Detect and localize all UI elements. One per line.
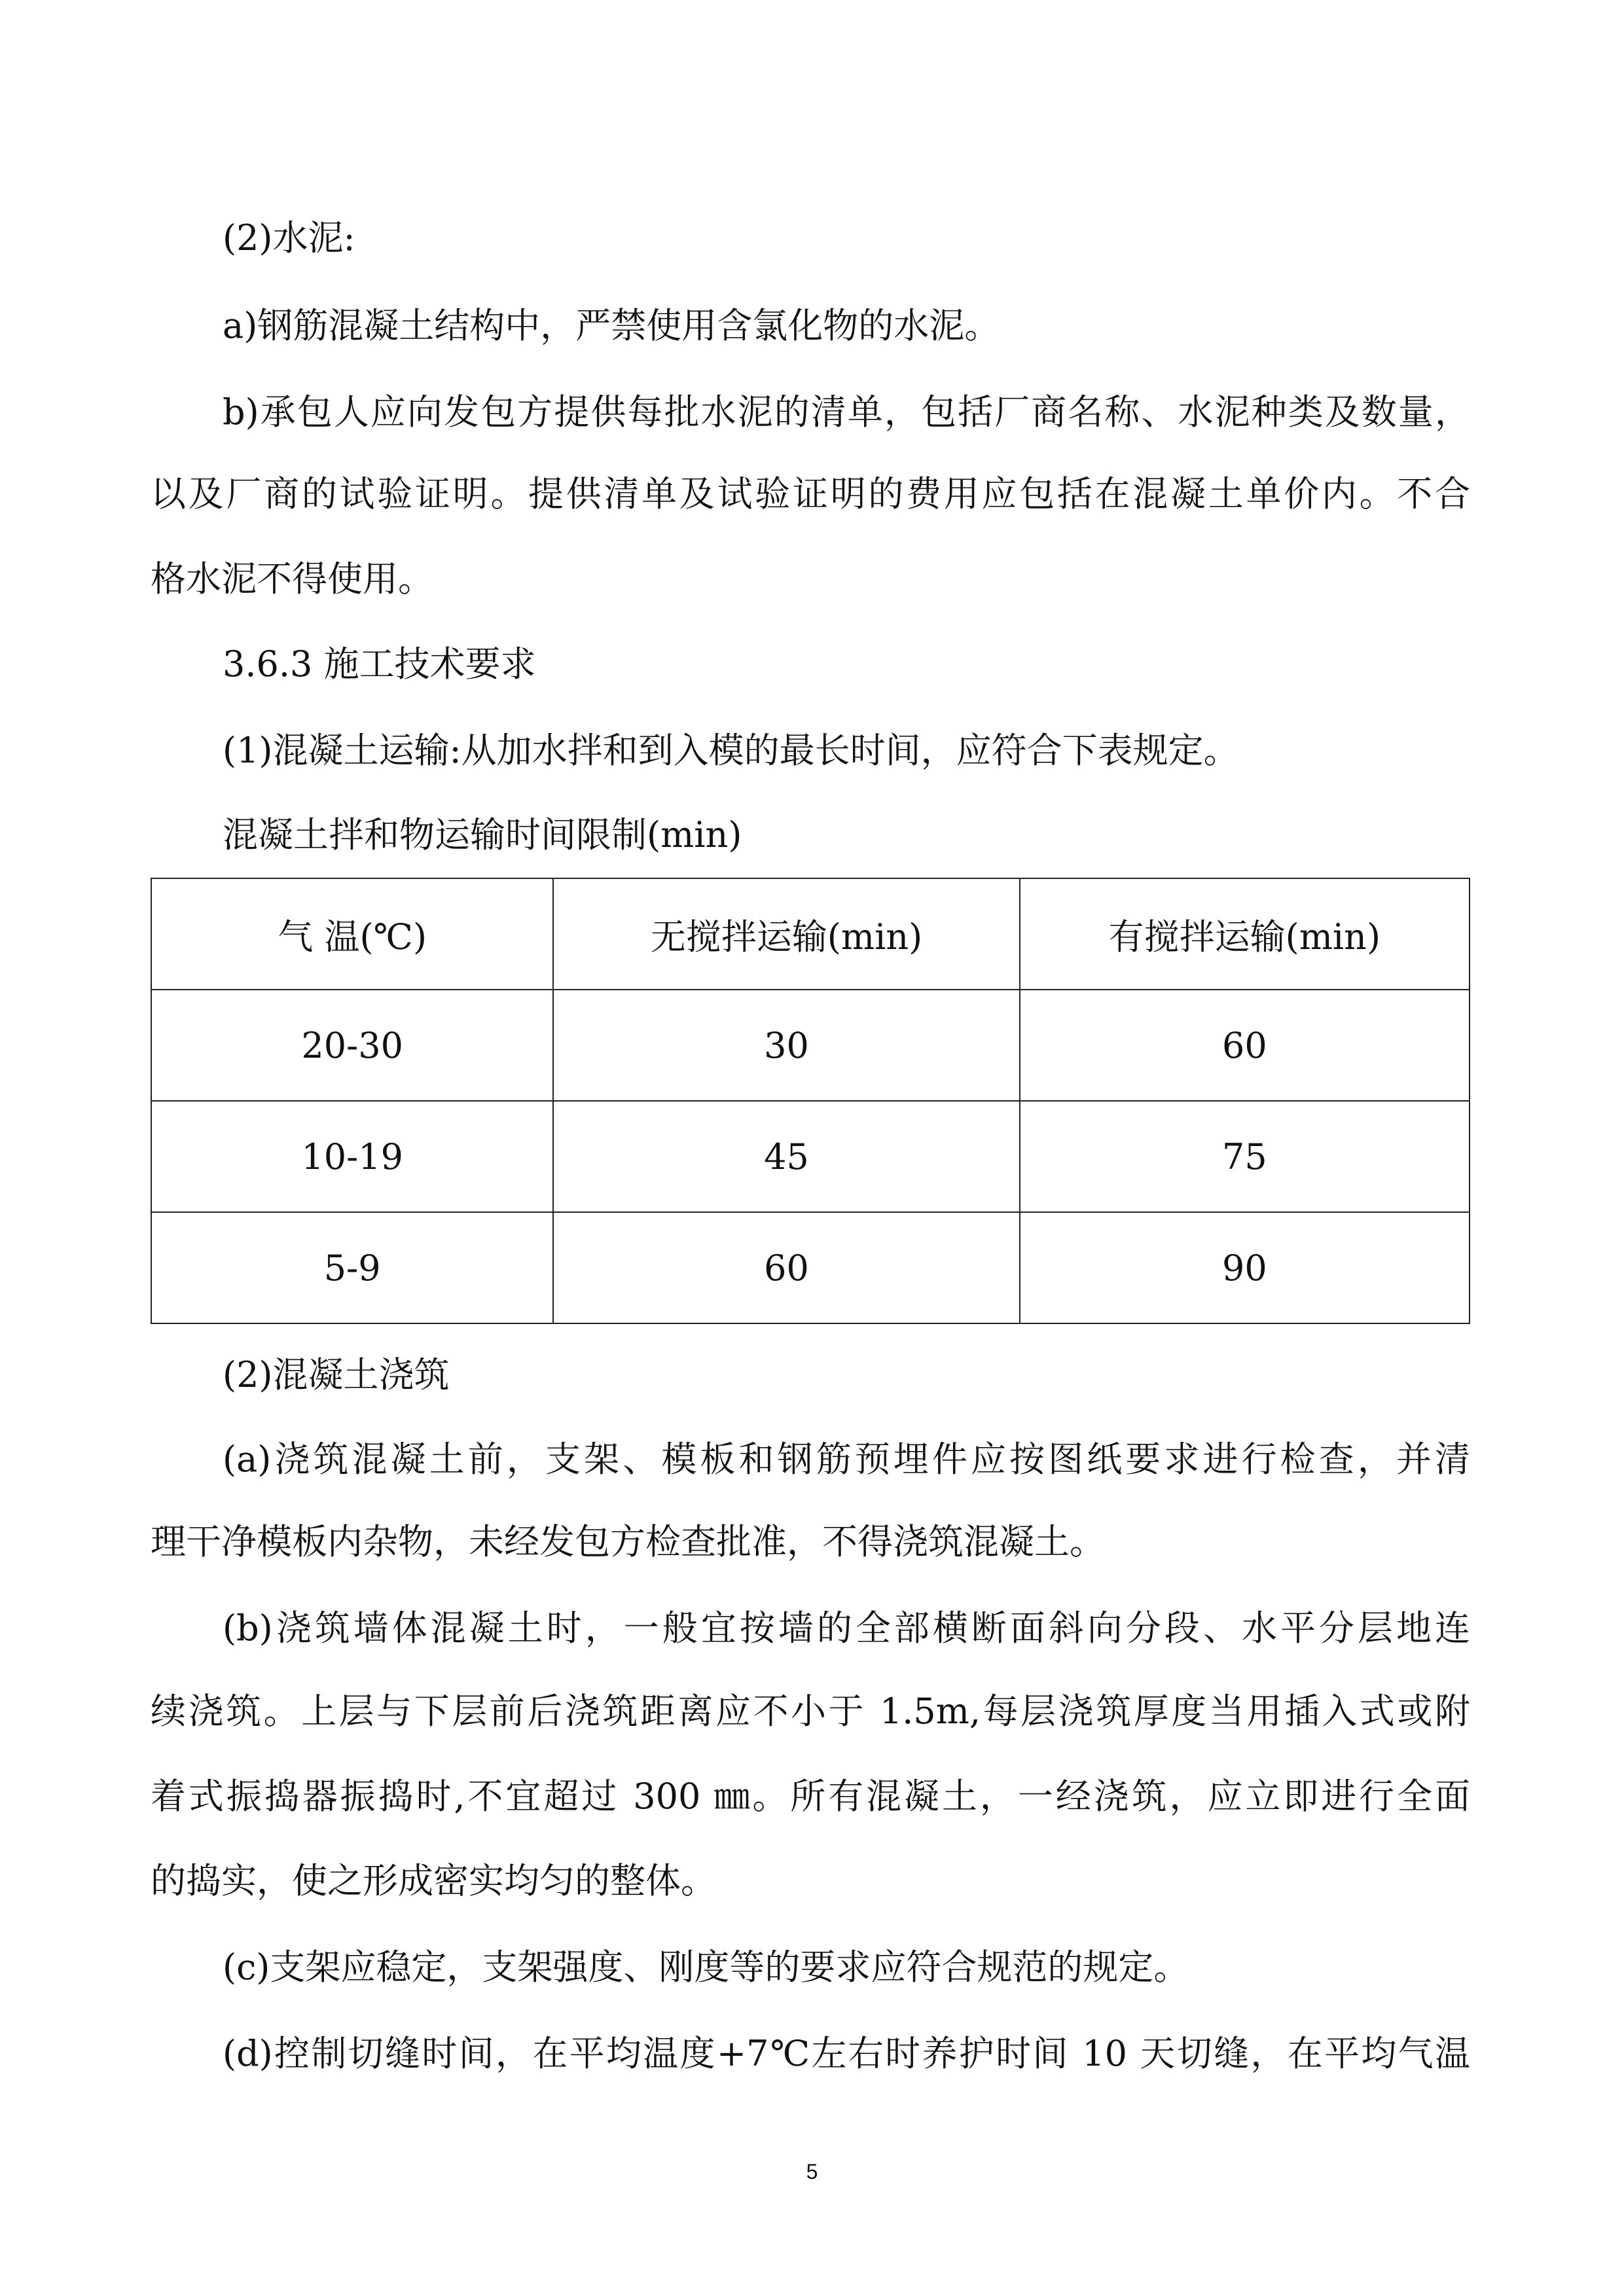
paragraph-a: a)钢筋混凝土结构中，严禁使用含氯化物的水泥。 — [223, 305, 1000, 346]
table-cell: 10-19 — [151, 1101, 553, 1212]
table-cell: 45 — [553, 1101, 1019, 1212]
header-cell: 无搅拌运输(min) — [553, 878, 1019, 990]
paragraph-pour-c: (c)支架应稳定，支架强度、刚度等的要求应符合规范的规定。 — [223, 1946, 1189, 1988]
paragraph-b-line1: b)承包人应向发包方提供每批水泥的清单，包括厂商名称、水泥种类及数量， — [223, 391, 1470, 433]
paragraph-pour-b-line4: 的捣实，使之形成密实均匀的整体。 — [151, 1860, 716, 1901]
header-cell: 有搅拌运输(min) — [1020, 878, 1470, 990]
paragraph-pour-b-line2: 续浇筑。上层与下层前后浇筑距离应不小于 1.5m,每层浇筑厚度当用插入式或附 — [151, 1691, 1470, 1732]
table-cell: 60 — [1020, 990, 1470, 1101]
section-heading: 3.6.3 施工技术要求 — [223, 643, 536, 685]
paragraph-pour-b-line3: 着式振捣器振捣时,不宜超过 300 ㎜。所有混凝土，一经浇筑，应立即进行全面 — [151, 1776, 1470, 1817]
paragraph-pour-a-line2: 理干净模板内杂物，未经发包方检查批准，不得浇筑混凝土。 — [151, 1521, 1105, 1562]
table-cell: 75 — [1020, 1101, 1470, 1212]
transport-time-table — [151, 878, 1470, 1324]
paragraph-b-line3: 格水泥不得使用。 — [151, 558, 433, 600]
table-cell: 60 — [553, 1212, 1019, 1323]
paragraph-transport: (1)混凝土运输:从加水拌和到入模的最长时间，应符合下表规定。 — [223, 730, 1239, 771]
table-cell: 5-9 — [151, 1212, 553, 1323]
table-row — [151, 1101, 1470, 1212]
paragraph-pour-a-line1: (a)浇筑混凝土前，支架、模板和钢筋预埋件应按图纸要求进行检查，并清 — [223, 1439, 1470, 1480]
table-cell: 20-30 — [151, 990, 553, 1101]
page-number: 5 — [806, 2160, 818, 2183]
paragraph-pour-b-line1: (b)浇筑墙体混凝土时，一般宜按墙的全部横断面斜向分段、水平分层地连 — [223, 1607, 1470, 1649]
table-cell: 90 — [1020, 1212, 1470, 1323]
table-header-row — [151, 878, 1470, 990]
paragraph-pour-d-line1: (d)控制切缝时间，在平均温度+7℃左右时养护时间 10 天切缝，在平均气温 — [223, 2033, 1470, 2074]
table-row — [151, 990, 1470, 1101]
paragraph-b-line2: 以及厂商的试验证明。提供清单及试验证明的费用应包括在混凝土单价内。不合 — [151, 473, 1470, 514]
paragraph-pouring-heading: (2)混凝土浇筑 — [223, 1354, 450, 1395]
paragraph-cement-heading: (2)水泥: — [223, 217, 355, 259]
table-cell: 30 — [553, 990, 1019, 1101]
header-cell: 气 温(℃) — [151, 878, 553, 990]
table-row — [151, 1212, 1470, 1323]
table-caption: 混凝土拌和物运输时间限制(min) — [223, 814, 742, 855]
